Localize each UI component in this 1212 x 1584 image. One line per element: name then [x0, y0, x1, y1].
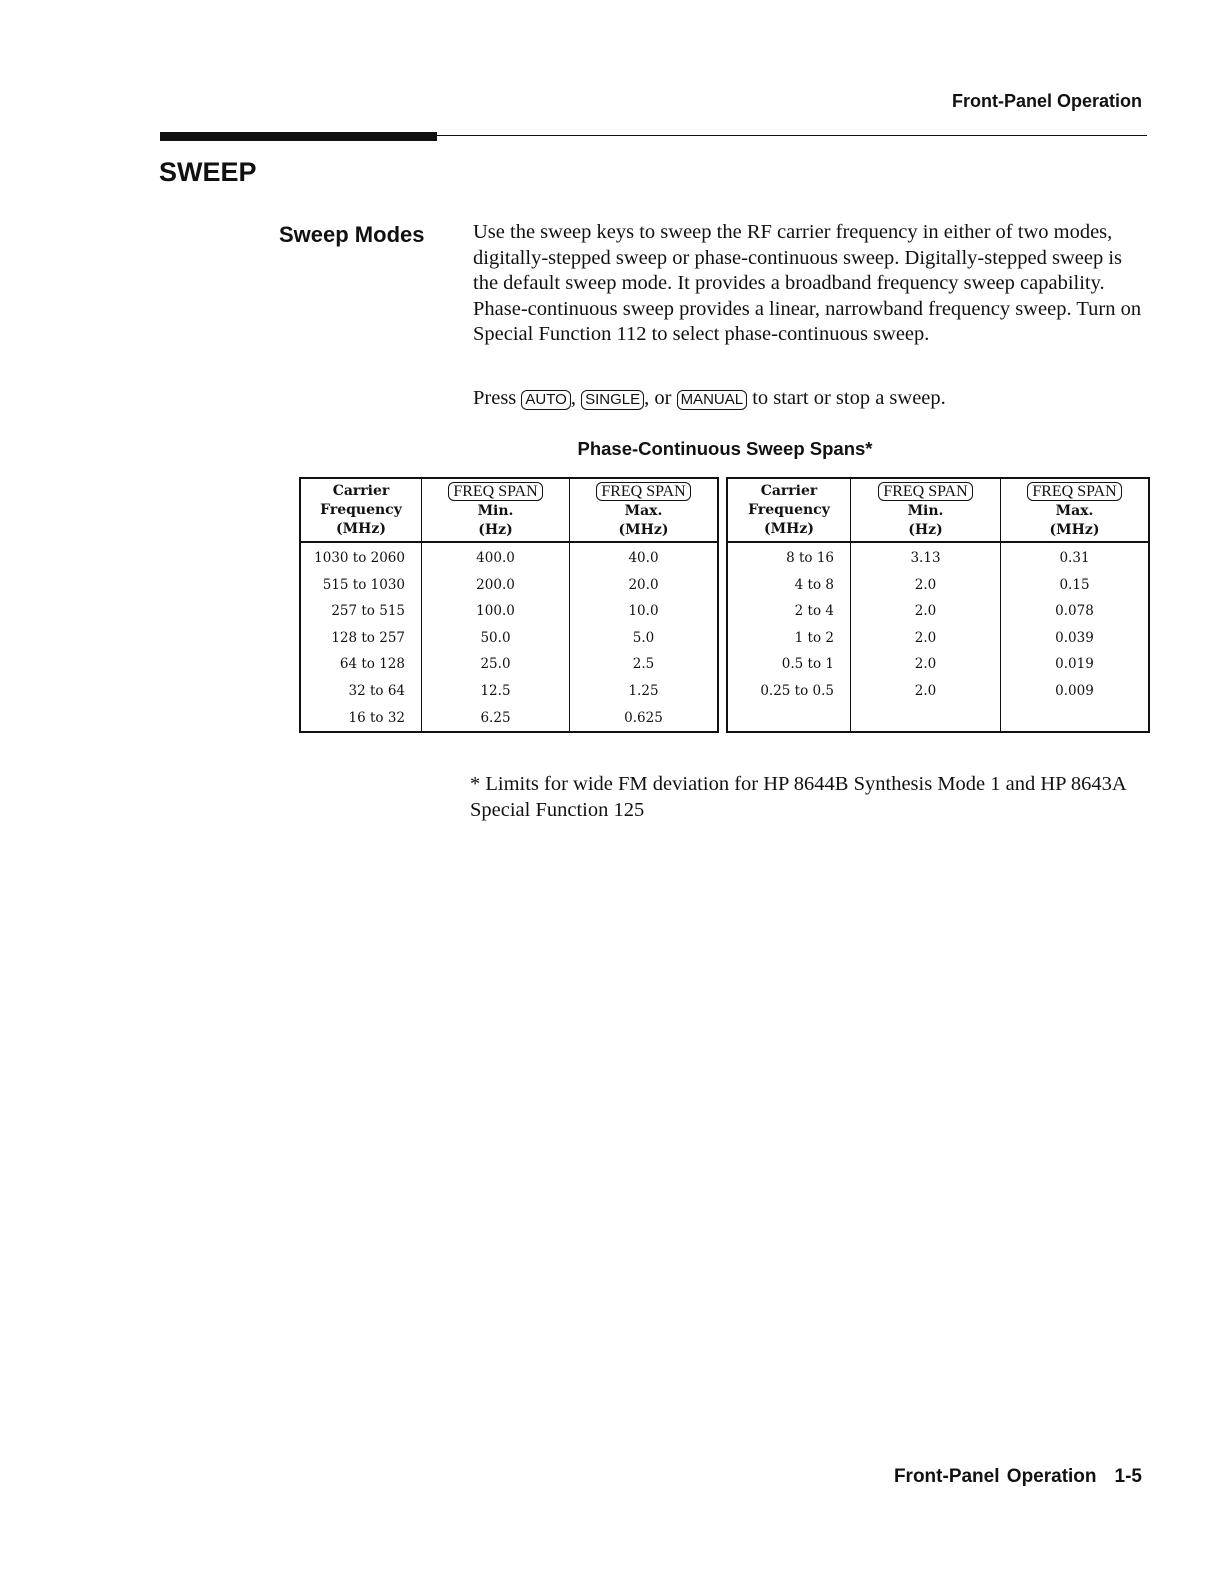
table-cell: 0.15	[1059, 576, 1090, 593]
left-min-cells	[422, 545, 569, 731]
section-rule-thick	[160, 132, 437, 141]
sweep-spans-table-right	[726, 477, 1150, 733]
left-min-column	[421, 479, 569, 731]
table-cell: 0.019	[1055, 656, 1094, 673]
table-cell: 32 to 64	[348, 682, 405, 699]
sweep-modes-paragraph: Use the sweep keys to sweep the RF carrier frequency in either of two modes, digitally-stepped sweep or phase-continuous sweep. Digitally-stepped sweep is the default sweep mode. It provides a broadband frequency sweep capability. Phase-continuous sweep provides a linear, narrowband frequency sweep. Turn on Special Function 112 to select phase-continuous sweep.	[473, 221, 1142, 345]
left-carrier-header	[301, 479, 421, 543]
sweep-spans-table	[299, 477, 1150, 733]
table-cell: 50.0	[480, 629, 511, 646]
sweep-modes-heading: Sweep Modes	[279, 222, 425, 247]
table-cell: 2 to 4	[794, 603, 834, 620]
section-title: SWEEP	[159, 157, 257, 187]
right-carrier-header	[728, 479, 850, 543]
table-cell: 1.25	[628, 682, 659, 699]
press-prefix: Press	[473, 387, 517, 409]
right-min-column	[850, 479, 1000, 731]
table-cell: 1 to 2	[794, 629, 834, 646]
table-cell: 20.0	[628, 576, 659, 593]
left-carrier-column	[301, 479, 421, 731]
freq-span-key: FREQ SPAN	[448, 482, 542, 501]
table-cell: 0.039	[1055, 629, 1094, 646]
carrier-header-line2: Frequency	[748, 502, 830, 518]
max-label: Max.	[624, 503, 663, 519]
table-cell: 1030 to 2060	[314, 550, 405, 566]
right-min-cells	[851, 545, 1000, 705]
right-min-header	[851, 479, 1000, 543]
single-key: SINGLE	[581, 390, 644, 410]
max-unit: (MHz)	[1049, 522, 1100, 538]
table-cell: 0.31	[1059, 550, 1090, 566]
table-cell: 5.0	[632, 629, 655, 646]
table-cell: 400.0	[476, 550, 515, 566]
min-label: Min.	[907, 503, 944, 519]
footer-title: Front-Panel Operation	[893, 1466, 1097, 1487]
left-max-column	[569, 479, 717, 731]
table-cell: 128 to 257	[331, 629, 405, 646]
table-cell: 16 to 32	[348, 709, 405, 726]
table-cell: 2.0	[914, 682, 937, 699]
carrier-header-line1: Carrier	[760, 483, 818, 499]
sweep-spans-table-left	[299, 477, 719, 733]
table-cell: 257 to 515	[331, 603, 405, 620]
press-sep2: , or	[644, 387, 672, 409]
right-max-column	[1000, 479, 1148, 731]
table-footnote: * Limits for wide FM deviation for HP 8644B Synthesis Mode 1 and HP 8643A Special Function 125	[470, 773, 1126, 821]
press-sep1: ,	[570, 387, 576, 409]
table-cell: 4 to 8	[794, 576, 834, 593]
freq-span-key: FREQ SPAN	[596, 482, 690, 501]
left-max-header	[570, 479, 717, 543]
manual-key: MANUAL	[677, 390, 748, 410]
table-cell: 2.0	[914, 629, 937, 646]
table-cell: 12.5	[480, 682, 511, 699]
table-cell: 100.0	[476, 603, 515, 620]
table-cell: 2.0	[914, 603, 937, 620]
left-carrier-cells	[301, 545, 421, 731]
section-rule-thin	[437, 135, 1147, 136]
table-cell: 6.25	[480, 709, 511, 726]
freq-span-key: FREQ SPAN	[878, 482, 972, 501]
max-label: Max.	[1055, 503, 1094, 519]
press-keys-line	[473, 386, 1143, 412]
left-max-cells	[570, 545, 717, 731]
table-cell: 2.5	[632, 656, 655, 673]
table-cell: 0.009	[1055, 682, 1094, 699]
right-carrier-cells	[728, 545, 850, 705]
table-cell: 515 to 1030	[322, 576, 405, 593]
table-cell: 0.25 to 0.5	[760, 682, 834, 699]
carrier-header-line1: Carrier	[332, 483, 390, 499]
carrier-header-line3: (MHz)	[764, 521, 814, 537]
table-cell: 10.0	[628, 603, 659, 620]
table-cell: 0.078	[1055, 603, 1094, 620]
table-cell: 40.0	[628, 550, 659, 566]
table-title: Phase-Continuous Sweep Spans*	[577, 438, 873, 459]
right-max-cells	[1001, 545, 1148, 705]
freq-span-key: FREQ SPAN	[1027, 482, 1121, 501]
table-cell: 8 to 16	[786, 550, 834, 566]
running-header: Front-Panel Operation	[951, 91, 1142, 111]
right-max-header	[1001, 479, 1148, 543]
table-cell: 2.0	[914, 576, 937, 593]
table-cell: 200.0	[476, 576, 515, 593]
page-number: 1-5	[1114, 1466, 1142, 1487]
table-cell: 64 to 128	[339, 656, 405, 673]
carrier-header-line2: Frequency	[320, 502, 402, 518]
table-cell: 25.0	[480, 656, 511, 673]
min-unit: (Hz)	[908, 522, 943, 538]
auto-key: AUTO	[521, 390, 570, 410]
left-min-header	[422, 479, 569, 543]
press-suffix: to start or stop a sweep.	[752, 387, 946, 409]
right-carrier-column	[728, 479, 850, 731]
max-unit: (MHz)	[618, 522, 669, 538]
min-label: Min.	[477, 503, 514, 519]
table-cell: 2.0	[914, 656, 937, 673]
table-cell: 3.13	[910, 550, 941, 566]
table-cell: 0.625	[624, 709, 663, 726]
min-unit: (Hz)	[478, 522, 513, 538]
carrier-header-line3: (MHz)	[336, 521, 386, 537]
table-cell: 0.5 to 1	[781, 656, 834, 673]
page-footer	[894, 1466, 1142, 1488]
